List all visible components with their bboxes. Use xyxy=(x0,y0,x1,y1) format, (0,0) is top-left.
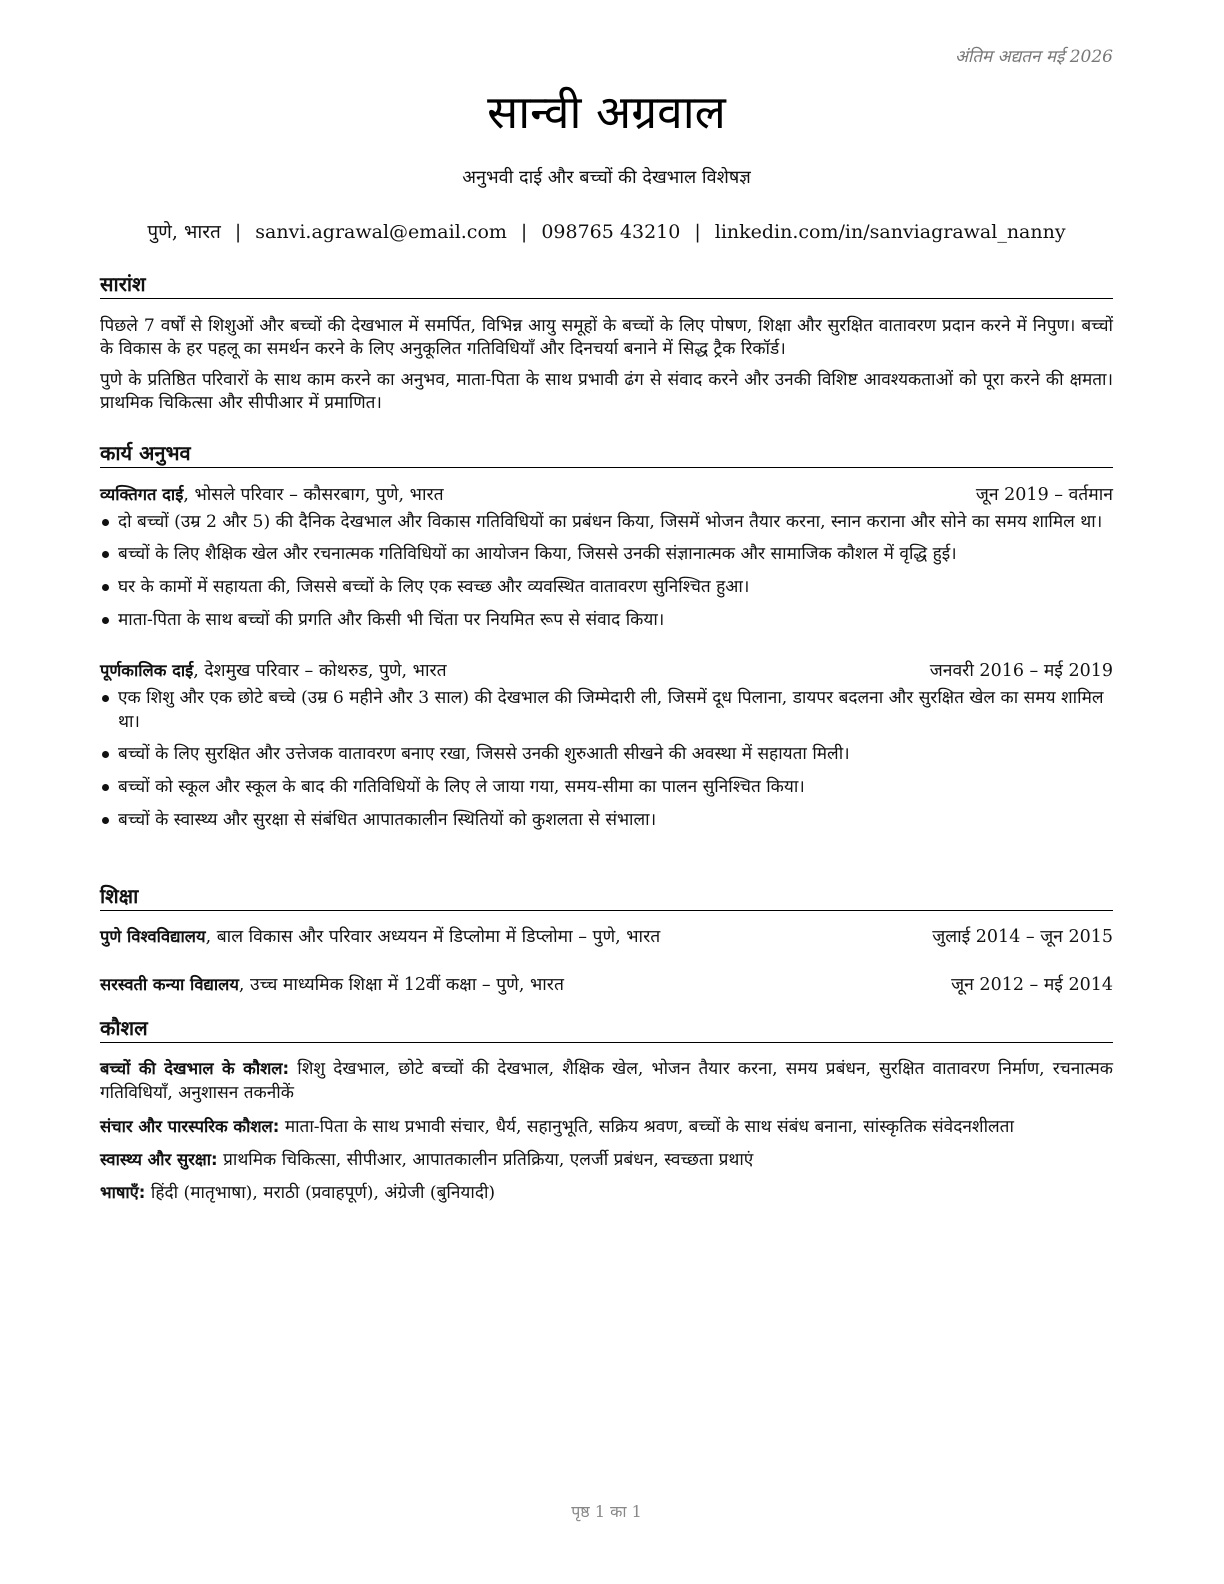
skill-line xyxy=(100,1181,1113,1205)
list-item: घर के कामों में सहायता की, जिससे बच्चों के लिए एक स्वच्छ और व्यवस्थित वातावरण सुनिश्चित हुआ। xyxy=(100,575,1113,599)
summary-section xyxy=(100,270,1113,415)
bullet-icon xyxy=(102,695,109,702)
skill-line xyxy=(100,1057,1113,1105)
skill-label: भाषाएँ: xyxy=(100,1183,146,1202)
skill-line xyxy=(100,1148,1113,1172)
skill-label: संचार और पारस्परिक कौशल: xyxy=(100,1117,280,1136)
section-title: कार्य अनुभव xyxy=(100,439,1113,468)
job-org: , भोसले परिवार – कौसरबाग, पुणे, भारत xyxy=(183,485,444,505)
job-role: पूर्णकालिक दाई xyxy=(100,661,194,680)
skill-value: हिंदी (मातृभाषा), मराठी (प्रवाहपूर्ण), अंग्रेजी (बुनियादी) xyxy=(145,1183,496,1203)
bullet-icon xyxy=(102,551,109,558)
education-detail: , उच्च माध्यमिक शिक्षा में 12वीं कक्षा – पुणे, भारत xyxy=(238,975,564,995)
linkedin-link[interactable]: linkedin.com/in/sanviagrawal_nanny xyxy=(714,221,1066,243)
summary-paragraph: पुणे के प्रतिष्ठित परिवारों के साथ काम करने का अनुभव, माता-पिता के साथ प्रभावी ढंग से संवाद करने और उनकी विशिष्ट आवश्यकताओं को पूरा करने की क्षमता। प्राथमिक चिकित्सा और सीपीआर में प्रमाणित। xyxy=(100,370,1113,413)
skill-label: बच्चों की देखभाल के कौशल: xyxy=(100,1059,290,1078)
list-item: एक शिशु और एक छोटे बच्चे (उम्र 6 महीने और 3 साल) की देखभाल की जिम्मेदारी ली, जिसमें दूध पिलाना, डायपर बदलना और सुरक्षित खेल का समय शामिल था। xyxy=(100,686,1113,734)
education-dates: जुलाई 2014 – जून 2015 xyxy=(932,927,1113,947)
skill-line xyxy=(100,1115,1113,1139)
section-title: कौशल xyxy=(100,1014,1113,1043)
headline: अनुभवी दाई और बच्चों की देखभाल विशेषज्ञ xyxy=(462,167,751,188)
separator: | xyxy=(234,221,242,243)
experience-section xyxy=(100,439,1113,832)
job-entry xyxy=(100,483,1113,632)
education-dates: जून 2012 – मई 2014 xyxy=(951,975,1113,995)
phone: 098765 43210 xyxy=(541,221,681,243)
last-updated: अंतिम अद्यतन मई 2026 xyxy=(954,47,1113,67)
school-name: पुणे विश्वविद्यालय xyxy=(100,927,206,946)
email-link[interactable]: sanvi.agrawal@email.com xyxy=(255,221,507,243)
list-item: माता-पिता के साथ बच्चों की प्रगति और किसी भी चिंता पर नियमित रूप से संवाद किया। xyxy=(100,608,1113,632)
resume-page xyxy=(100,0,1113,1584)
bullet-icon xyxy=(102,519,109,526)
skill-value: माता-पिता के साथ प्रभावी संचार, धैर्य, सहानुभूति, सक्रिय श्रवण, बच्चों के साथ संबंध बनाना, सांस्कृतिक संवेदनशीलता xyxy=(279,1117,1014,1137)
education-entry xyxy=(100,973,1113,997)
section-title: सारांश xyxy=(100,270,1113,299)
candidate-name: सान्वी अग्रवाल xyxy=(487,85,726,139)
job-dates: जनवरी 2016 – मई 2019 xyxy=(929,661,1113,681)
list-item: बच्चों के लिए शैक्षिक खेल और रचनात्मक गतिविधियों का आयोजन किया, जिससे उनकी संज्ञानात्मक और सामाजिक कौशल में वृद्धि हुई। xyxy=(100,542,1113,566)
bullet-icon xyxy=(102,584,109,591)
contact-line xyxy=(100,219,1113,245)
list-item: बच्चों को स्कूल और स्कूल के बाद की गतिविधियों के लिए ले जाया गया, समय-सीमा का पालन सुनिश्चित किया। xyxy=(100,775,1113,799)
skill-value: शिशु देखभाल, छोटे बच्चों की देखभाल, शैक्षिक खेल, भोजन तैयार करना, समय प्रबंधन, सुरक्षित वातावरण निर्माण, रचनात्मक गतिविधियाँ, अनुशासन तकनीकें xyxy=(100,1059,1113,1103)
job-entry xyxy=(100,659,1113,832)
summary-paragraph: पिछले 7 वर्षों से शिशुओं और बच्चों की देखभाल में समर्पित, विभिन्न आयु समूहों के बच्चों के लिए पोषण, शिक्षा और सुरक्षित वातावरण प्रदान करने में निपुण। बच्चों के विकास के हर पहलू का समर्थन करने के लिए अनुकूलित गतिविधियाँ और दिनचर्या बनाने में सिद्ध ट्रैक रिकॉर्ड। xyxy=(100,316,1113,359)
job-dates: जून 2019 – वर्तमान xyxy=(975,485,1113,505)
job-header xyxy=(100,483,1113,507)
bullet-icon xyxy=(102,617,109,624)
separator: | xyxy=(520,221,528,243)
location: पुणे, भारत xyxy=(147,221,221,243)
list-item: दो बच्चों (उम्र 2 और 5) की दैनिक देखभाल और विकास गतिविधियों का प्रबंधन किया, जिसमें भोजन तैयार करना, स्नान कराना और सोने का समय शामिल था। xyxy=(100,510,1113,534)
bullet-icon xyxy=(102,784,109,791)
page-number: पृष्ठ 1 का 1 xyxy=(571,1502,642,1521)
bullet-icon xyxy=(102,817,109,824)
skill-label: स्वास्थ्य और सुरक्षा: xyxy=(100,1150,218,1169)
skills-section xyxy=(100,1014,1113,1205)
section-title: शिक्षा xyxy=(100,882,1113,911)
job-role: व्यक्तिगत दाई xyxy=(100,485,184,504)
job-org: , देशमुख परिवार – कोथरुड, पुणे, भारत xyxy=(193,661,447,681)
school-name: सरस्वती कन्या विद्यालय xyxy=(100,975,239,994)
separator: | xyxy=(694,221,701,243)
job-header xyxy=(100,659,1113,683)
education-detail: , बाल विकास और परिवार अध्ययन में डिप्लोमा में डिप्लोमा – पुणे, भारत xyxy=(205,927,661,947)
list-item: बच्चों के स्वास्थ्य और सुरक्षा से संबंधित आपातकालीन स्थितियों को कुशलता से संभाला। xyxy=(100,808,1113,832)
bullet-icon xyxy=(102,751,109,758)
education-entry xyxy=(100,925,1113,949)
list-item: बच्चों के लिए सुरक्षित और उत्तेजक वातावरण बनाए रखा, जिससे उनकी शुरुआती सीखने की अवस्था में सहायता मिली। xyxy=(100,742,1113,766)
skill-value: प्राथमिक चिकित्सा, सीपीआर, आपातकालीन प्रतिक्रिया, एलर्जी प्रबंधन, स्वच्छता प्रथाएं xyxy=(217,1150,754,1170)
education-section xyxy=(100,882,1113,997)
